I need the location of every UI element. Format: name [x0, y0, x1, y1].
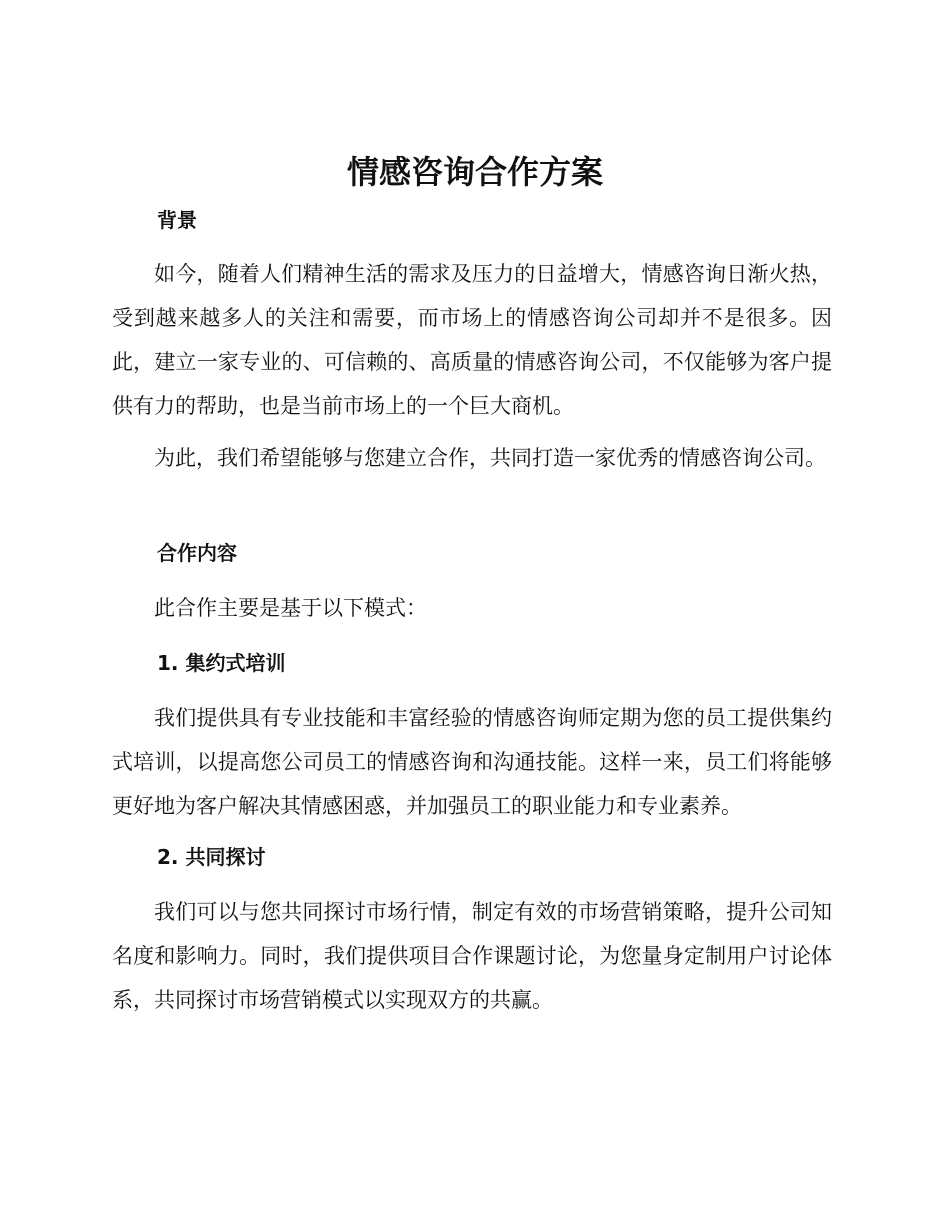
paragraph-discussion: 我们可以与您共同探讨市场行情，制定有效的市场营销策略，提升公司知名度和影响力。同时，我们提供项目合作课题讨论，为您量身定制用户讨论体系，共同探讨市场营销模式以实现双方的共赢。 — [112, 900, 832, 1012]
paragraph-training: 我们提供具有专业技能和丰富经验的情感咨询师定期为您的员工提供集约式培训，以提高您公司员工的情感咨询和沟通技能。这样一来，员工们将能够更好地为客户解决其情感困惑，并加强员工的职业能力和专业素养。 — [112, 706, 832, 818]
document-title: 情感咨询合作方案 — [346, 153, 603, 191]
paragraph-cooperation-intro: 此合作主要是基于以下模式： — [154, 596, 427, 620]
item-heading-discussion: 2. 共同探讨 — [157, 845, 266, 869]
item-heading-training: 1. 集约式培训 — [157, 651, 286, 675]
section-heading-cooperation: 合作内容 — [157, 541, 237, 565]
paragraph-background-2: 为此，我们希望能够与您建立合作，共同打造一家优秀的情感咨询公司。 — [154, 446, 826, 470]
paragraph-background-1: 如今，随着人们精神生活的需求及压力的日益增大，情感咨询日渐火热，受到越来越多人的关注和需要，而市场上的情感咨询公司却并不是很多。因此，建立一家专业的、可信赖的、高质量的情感咨询公司，不仅能够为客户提供有力的帮助，也是当前市场上的一个巨大商机。 — [112, 262, 832, 418]
section-heading-background: 背景 — [157, 208, 197, 232]
